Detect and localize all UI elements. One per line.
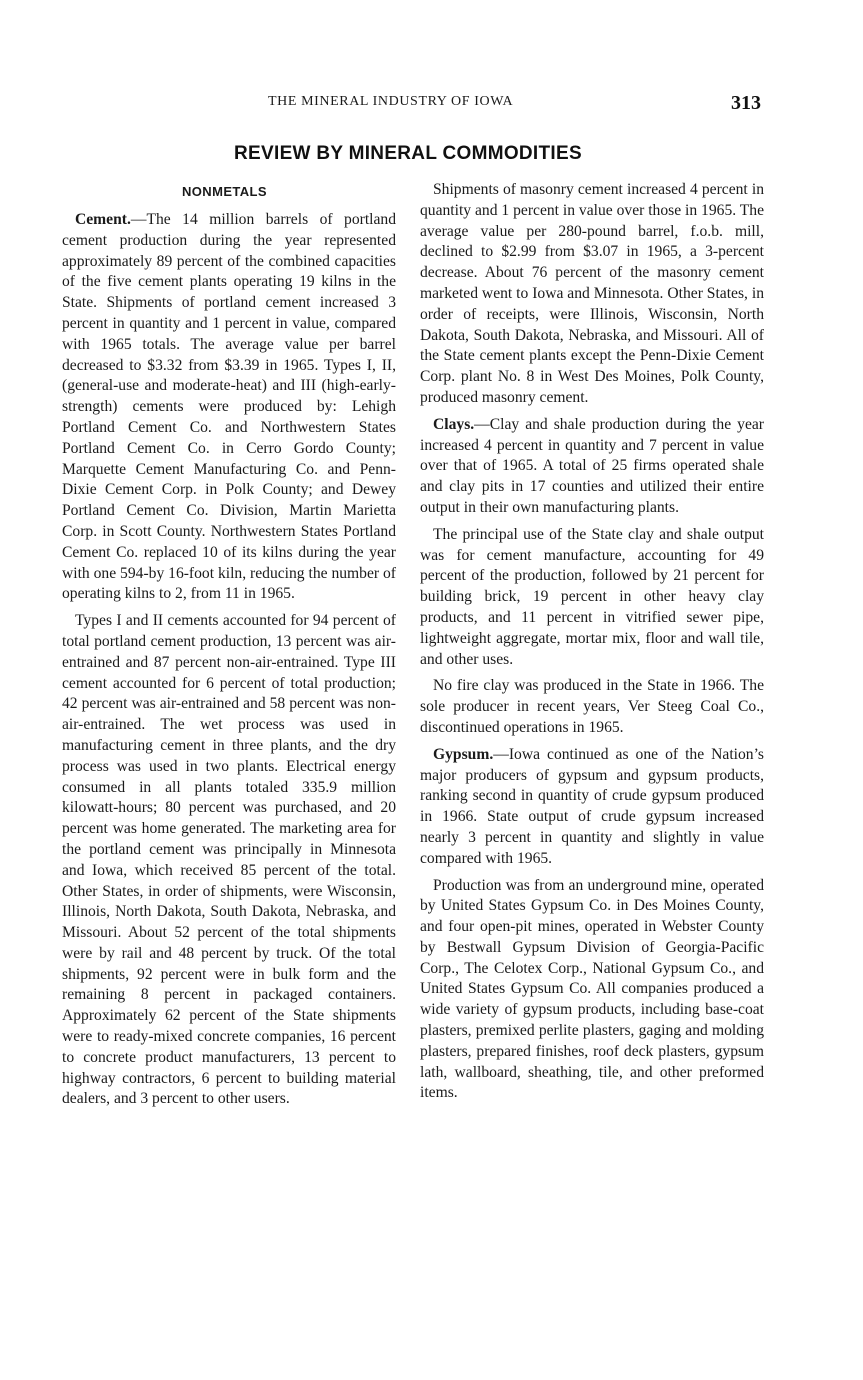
right-column bbox=[420, 180, 764, 1110]
page-number: 313 bbox=[731, 92, 761, 114]
paragraph-text: No fire clay was produced in the State in 1966. The sole producer in recent years, Ver Steeg Coal Co., discontinued operations in 1965. bbox=[420, 677, 764, 736]
paragraph-text: —Clay and shale production during the year increased 4 percent in quantity and 7 percent in value over that of 1965. A total of 25 firms operated shale and clay pits in 17 counties and utilized their entire output in their own manufacturing plants. bbox=[420, 415, 764, 516]
paragraph-clay-uses bbox=[420, 525, 764, 671]
run-in-heading-gypsum: Gypsum. bbox=[433, 745, 494, 763]
paragraph-masonry-cement bbox=[420, 180, 764, 409]
paragraph-text: Production was from an underground mine, operated by United States Gypsum Co. in Des Moines County, and four open-pit mines, operated in Webster County by Bestwall Gypsum Division of Georgia-Pacific Corp., The Celotex Corp., National Gypsum Co., and United States Gypsum Co. All companies produced a wide variety of gypsum products, including base-coat plasters, premixed perlite plasters, gaging and molding plasters, prepared finishes, roof deck plasters, gypsum lath, wallboard, sheathing, tile, and other preformed items. bbox=[420, 876, 764, 1102]
paragraph-cement bbox=[62, 210, 396, 605]
run-in-heading-cement: Cement. bbox=[75, 211, 131, 228]
section-title: REVIEW BY MINERAL COMMODITIES bbox=[234, 143, 582, 164]
paragraph-fire-clay bbox=[420, 676, 764, 738]
paragraph-text: Types I and II cements accounted for 94 percent of total portland cement production, 13 percent was air-entrained and 87 percent non-air-entrained. Type III cement accounted for 6 percent of total production; 42 percent was air-entrained and 58 percent was non-air-entrained. The wet process was used in manufacturing cement in three plants, and the dry process was used in two plants. Electrical energy consumed in all plants totaled 335.9 million kilowatt-hours; 80 percent was purchased, and 20 percent was home generated. The marketing area for the portland cement was principally in Minnesota and Iowa, which received 85 percent of the total. Other States, in order of shipments, were Wisconsin, Illinois, North Dakota, South Dakota, Nebraska, and Missouri. About 52 percent of the total shipments were by rail and 48 percent by truck. Of the total shipments, 92 percent were in bulk form and the remaining 8 percent in packaged containers. Approximately 62 percent of the State shipments were to ready-mixed concrete companies, 16 percent to concrete product manufacturers, 13 percent to highway contractors, 6 percent to building material dealers, and 3 percent to other users. bbox=[62, 612, 396, 1108]
paragraph-gypsum bbox=[420, 745, 764, 870]
paragraph-gypsum-production bbox=[420, 876, 764, 1105]
left-column bbox=[62, 180, 396, 1116]
run-in-heading-clays: Clays. bbox=[433, 415, 475, 433]
paragraph-text: The principal use of the State clay and shale output was for cement manufacture, accounting for 49 percent of the production, followed by 21 percent for building brick, 19 percent in other heavy clay products, and 11 percent in vitrified sewer pipe, lightweight aggregate, mortar mix, floor and wall tile, and other uses. bbox=[420, 525, 764, 668]
paragraph-cement-types bbox=[62, 611, 396, 1110]
paragraph-clays bbox=[420, 415, 764, 519]
running-head: THE MINERAL INDUSTRY OF IOWA bbox=[268, 94, 514, 109]
paragraph-text: Shipments of masonry cement increased 4 percent in quantity and 1 percent in value over those in 1965. The average value per 280-pound barrel, f.o.b. mill, declined to $2.99 from $3.07 in 1965, a 3-percent decrease. About 76 percent of the masonry cement marketed went to Iowa and Minnesota. Other States, in order of receipts, were Illinois, Wisconsin, North Dakota, South Dakota, Nebraska, and Missouri. All of the State cement plants except the Penn-Dixie Cement Corp. plant No. 8 in West Des Moines, Polk County, produced masonry cement. bbox=[420, 181, 764, 406]
subheading-nonmetals: NONMETALS bbox=[182, 184, 267, 199]
paragraph-text: —The 14 million barrels of portland cement production during the year represented approximately 89 percent of the combined capacities of the five cement plants operating 19 kilns in the State. Shipments of portland cement increased 3 percent in quantity and 1 percent in value, compared with 1965 totals. The average value per barrel decreased to $3.32 from $3.39 in 1965. Types I, II, (general-use and moderate-heat) and III (high-early-strength) cements were produced by: Lehigh Portland Cement Co. and Northwestern States Portland Cement Co. in Cerro Gordo County; Marquette Cement Manufacturing Co. and Penn-Dixie Cement Corp. in Polk County; and Dewey Portland Cement Co. Division, Martin Marietta Corp. in Scott County. Northwestern States Portland Cement Co. replaced 10 of its kilns during the year with one 594-by 16-foot kiln, reducing the number of operating kilns to 2, from 11 in 1965. bbox=[62, 211, 396, 603]
paragraph-text: —Iowa continued as one of the Nation’s major producers of gypsum and gypsum products, ranking second in quantity of crude gypsum produced in 1966. State output of crude gypsum increased nearly 3 percent in quantity and slightly in value compared with 1965. bbox=[420, 745, 764, 867]
